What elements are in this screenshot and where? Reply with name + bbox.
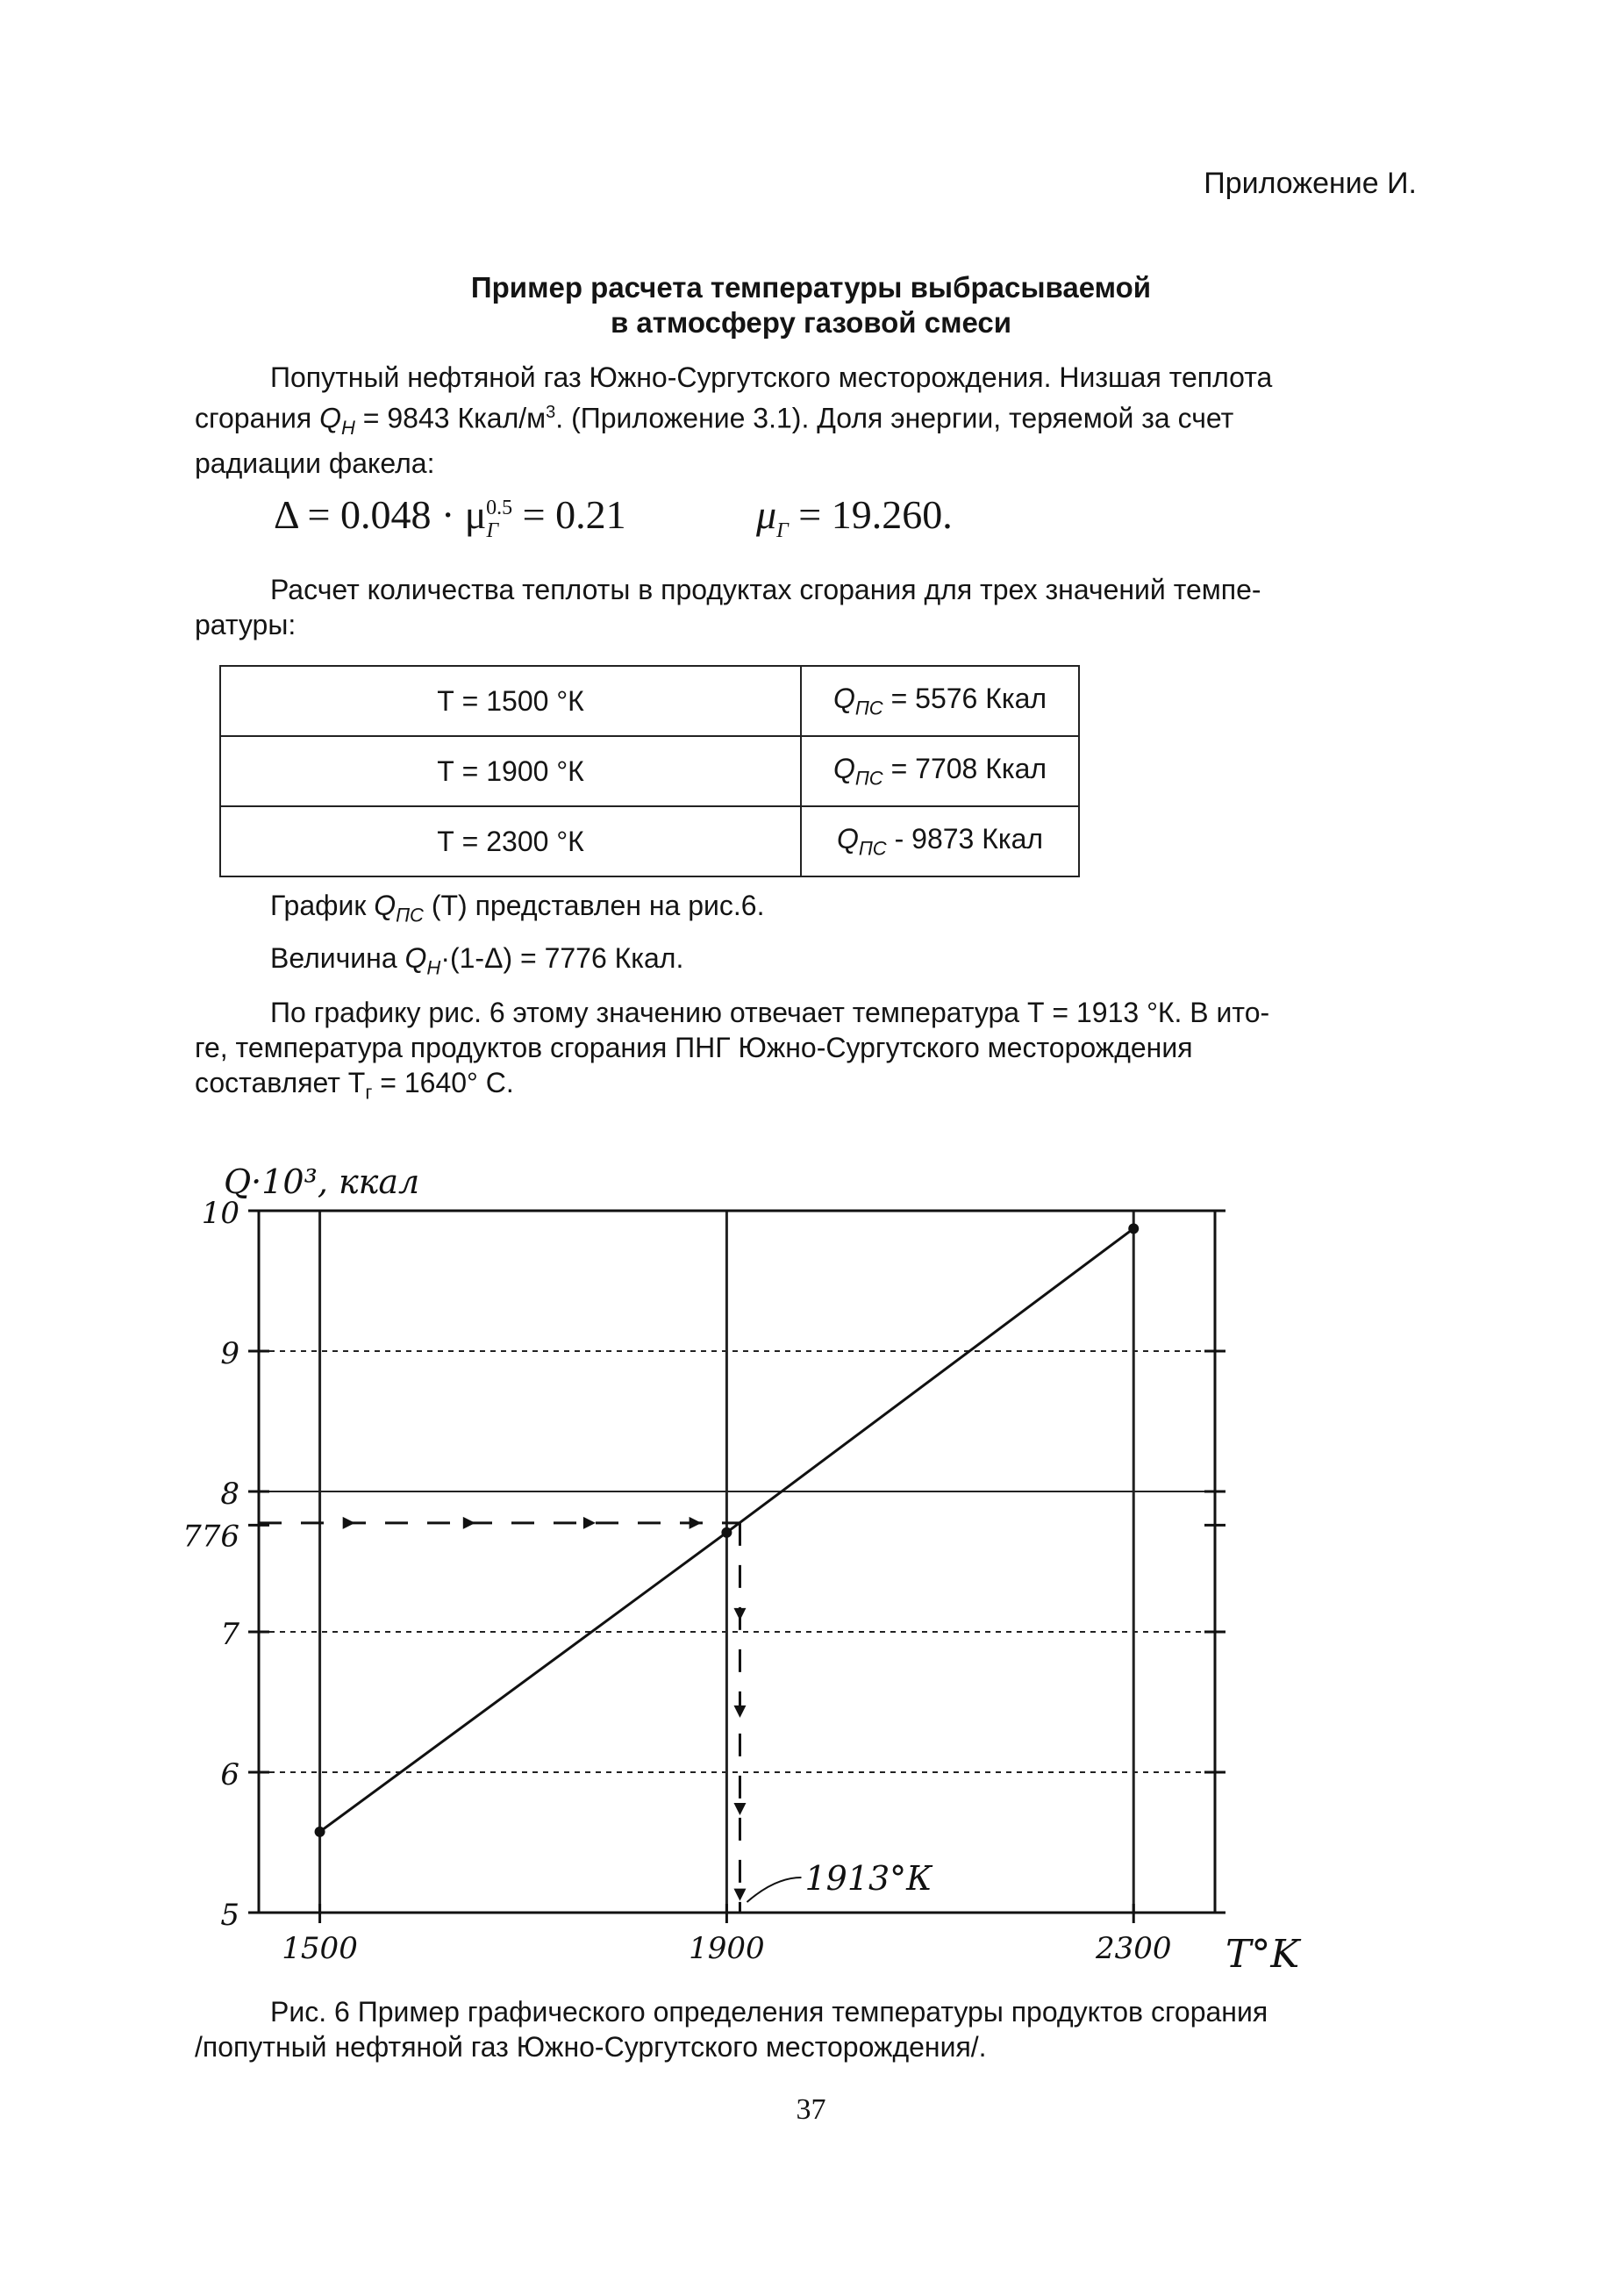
mu-formula: $\mu_Г = 19.260$. xyxy=(756,492,953,543)
readout-leader-line xyxy=(747,1878,801,1902)
result-line1: По графику рис. 6 этому значению отвечает температура Т = 1913 °К. В ито- xyxy=(270,997,1270,1028)
graph-reference-line: График $Q_{ПС}$ (Т) представлен на рис.6. xyxy=(270,890,765,926)
arrowhead-icon xyxy=(583,1517,596,1529)
arrowhead-icon xyxy=(463,1517,475,1529)
caption-line1: Рис. 6 Пример графического определения температуры продуктов сгорания xyxy=(270,1996,1268,2028)
table-cell-temperature: Т = 1500 °К xyxy=(220,666,801,736)
y-tick-label: 5 xyxy=(220,1898,239,1933)
chart-ticks xyxy=(182,1196,1225,1966)
table-cell-temperature: Т = 2300 °К xyxy=(220,806,801,876)
calc-intro-line2: ратуры: xyxy=(195,609,297,640)
data-point xyxy=(1128,1223,1139,1234)
page-number: 37 xyxy=(796,2093,826,2126)
calc-intro-line1: Расчет количества теплоты в продуктах сгорания для трех значений темпе- xyxy=(270,574,1261,605)
arrowhead-icon xyxy=(733,1889,746,1901)
arrowhead-icon xyxy=(733,1803,746,1815)
figure-caption xyxy=(195,1994,1440,2064)
value-line: Величина $Q_Н\cdot(1-\Delta) = 7776$ Ккал. xyxy=(270,942,684,979)
x-tick-label: 1900 xyxy=(689,1931,765,1966)
y-tick-label: 10 xyxy=(201,1196,239,1231)
intro-line3: радиации факела: xyxy=(195,447,435,480)
arrowhead-icon xyxy=(343,1517,355,1529)
chart-readout xyxy=(259,1517,801,1913)
caption-line2: /попутный нефтяной газ Южно-Сургутского месторождения/. xyxy=(195,2031,987,2063)
y-tick-label: 8 xyxy=(220,1477,239,1512)
data-point xyxy=(721,1527,732,1538)
x-tick-label: 1500 xyxy=(282,1931,358,1966)
intro-line2: сгорания $Q_Н = 9843$ Ккал/$м^3$. (Приложение 3.1). Доля энергии, теряемой за счет xyxy=(195,402,1234,440)
y-tick-label: 9 xyxy=(220,1336,239,1371)
table-cell-heat: $Q_{ПС} - 9873$ Ккал xyxy=(801,806,1079,876)
x-tick-label: 2300 xyxy=(1095,1931,1172,1966)
result-line2: ге, температура продуктов сгорания ПНГ Южно-Сургутского месторождения xyxy=(195,1032,1193,1063)
result-line3: составляет $Т_г = 1640^\circ$ С. xyxy=(195,1067,514,1104)
y-axis-label: Q·10³, ккал xyxy=(224,1162,420,1201)
page-title-line1: Пример расчета температуры выбрасываемой xyxy=(470,271,1152,304)
x-axis-label: T°K xyxy=(1225,1932,1300,1977)
data-point xyxy=(315,1827,325,1837)
y-tick-label: 776 xyxy=(182,1519,239,1555)
arrowhead-icon xyxy=(733,1706,746,1718)
table-cell-heat: $Q_{ПС} = 7708$ Ккал xyxy=(801,736,1079,806)
delta-formula: $\Delta = 0.048 \cdot \mu_Г^{0.5} = 0.21$ xyxy=(274,492,626,543)
y-tick-label: 6 xyxy=(220,1757,239,1792)
table-cell-heat: $Q_{ПС} = 5576$ Ккал xyxy=(801,666,1079,736)
intro-line1: Попутный нефтяной газ Южно-Сургутского месторождения. Низшая теплота xyxy=(270,361,1273,393)
readout-label: 1913°К xyxy=(804,1859,932,1898)
arrowhead-icon xyxy=(733,1608,746,1620)
y-tick-label: 7 xyxy=(220,1617,239,1652)
arrowhead-icon xyxy=(690,1517,702,1529)
table-cell-temperature: Т = 1900 °К xyxy=(220,736,801,806)
page-title-line2: в атмосферу газовой смеси xyxy=(610,306,1012,339)
appendix-label: Приложение И. xyxy=(1204,167,1417,200)
